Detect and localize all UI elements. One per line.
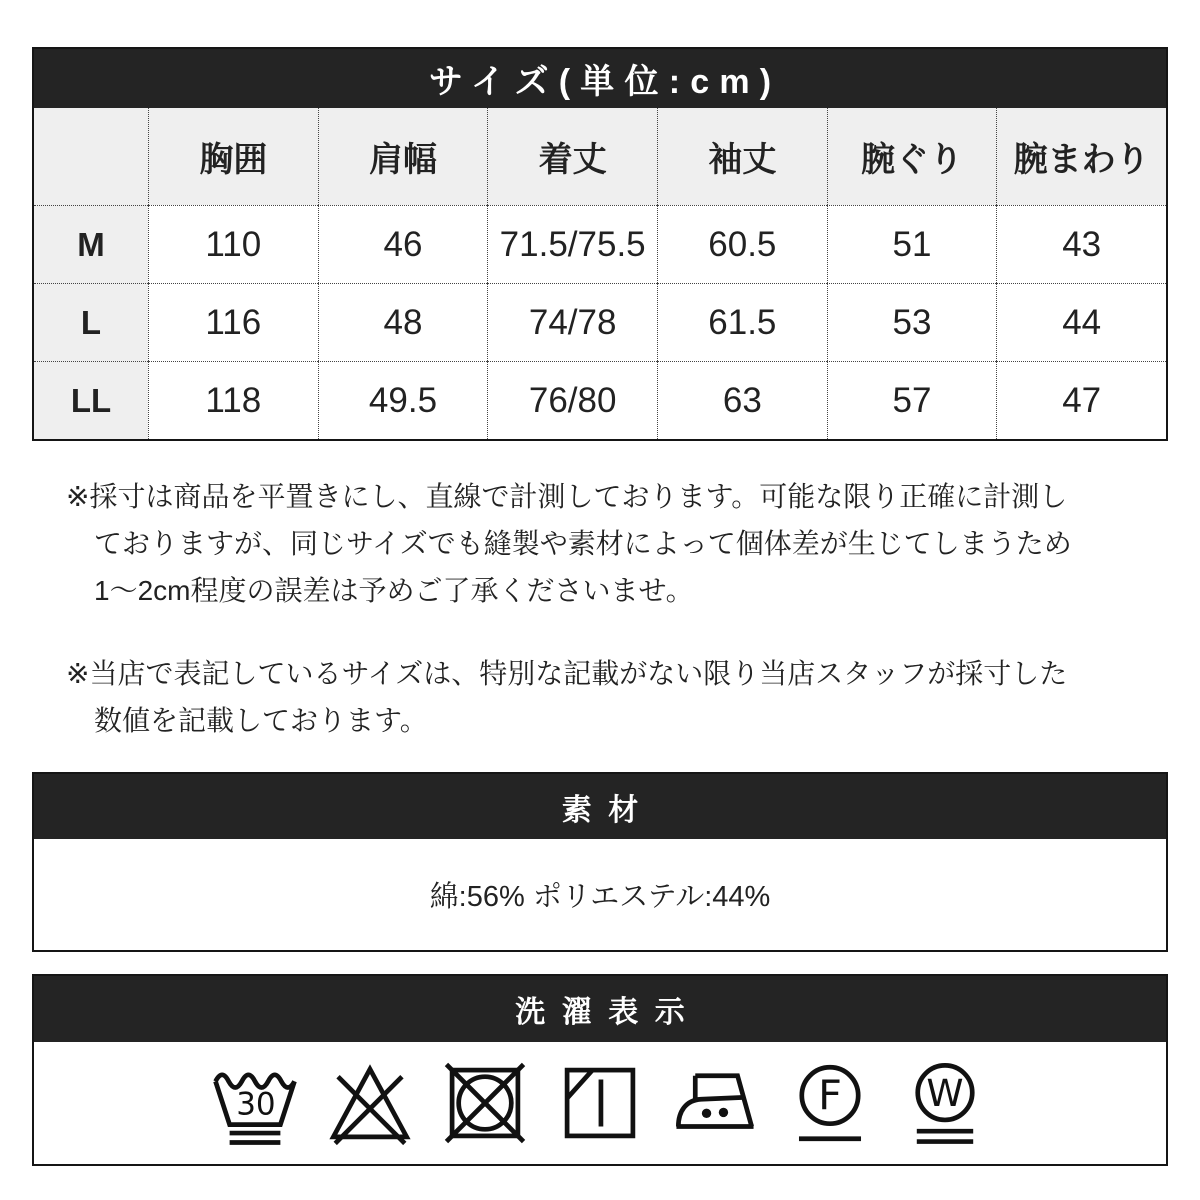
svg-text:30: 30 <box>236 1086 276 1123</box>
value-cell: 46 <box>318 205 488 283</box>
value-cell: 76/80 <box>487 361 657 439</box>
machine-wash-30-gentle-icon <box>208 1056 302 1150</box>
laundry-section <box>32 974 1168 1166</box>
svg-text:F: F <box>818 1071 842 1120</box>
column-header-arm-width: 腕まわり <box>996 108 1166 205</box>
svg-text:W: W <box>926 1070 964 1115</box>
value-cell: 118 <box>148 361 318 439</box>
value-cell: 44 <box>996 283 1166 361</box>
size-table-title-bar <box>34 49 1166 108</box>
value-cell: 43 <box>996 205 1166 283</box>
material-section <box>32 772 1168 952</box>
material-composition: 綿:56% ポリエステル:44% <box>34 839 1166 950</box>
value-cell: 63 <box>657 361 827 439</box>
corner-cell <box>34 108 148 205</box>
dry-clean-f-gentle-icon <box>783 1056 877 1150</box>
iron-medium-icon <box>668 1056 762 1150</box>
column-header-chest: 胸囲 <box>148 108 318 205</box>
line-dry-in-shade-icon <box>553 1056 647 1150</box>
value-cell: 57 <box>827 361 997 439</box>
value-cell: 51 <box>827 205 997 283</box>
do-not-tumble-dry-icon <box>438 1056 532 1150</box>
column-header-armhole: 腕ぐり <box>827 108 997 205</box>
value-cell: 74/78 <box>487 283 657 361</box>
value-cell: 116 <box>148 283 318 361</box>
value-cell: 71.5/75.5 <box>487 205 657 283</box>
size-table-section <box>32 47 1168 441</box>
value-cell: 60.5 <box>657 205 827 283</box>
size-label-m: M <box>34 205 148 283</box>
material-title: 素材 <box>561 793 655 827</box>
value-cell: 53 <box>827 283 997 361</box>
value-cell: 61.5 <box>657 283 827 361</box>
size-table <box>34 108 1166 439</box>
value-cell: 110 <box>148 205 318 283</box>
column-header-shoulder: 肩幅 <box>318 108 488 205</box>
care-symbols-row <box>34 1042 1166 1164</box>
size-label-l: L <box>34 283 148 361</box>
value-cell: 49.5 <box>318 361 488 439</box>
do-not-bleach-icon <box>323 1056 417 1150</box>
laundry-title-bar <box>34 976 1166 1042</box>
staff-measurement-note: ※当店で表記しているサイズは、特別な記載がない限り当店スタッフが採寸した数値を記載しております。 <box>66 658 1068 736</box>
laundry-title: 洗濯表示 <box>515 996 702 1029</box>
material-title-bar <box>34 774 1166 839</box>
column-header-length: 着丈 <box>487 108 657 205</box>
wet-clean-w-very-gentle-icon <box>898 1056 992 1150</box>
value-cell: 47 <box>996 361 1166 439</box>
column-header-sleeve: 袖丈 <box>657 108 827 205</box>
size-table-title: サイズ(単位:cm) <box>428 63 782 101</box>
size-label-ll: LL <box>34 361 148 439</box>
measurement-note: ※採寸は商品を平置きにし、直線で計測しております。可能な限り正確に計測しておりますが、同じサイズでも縫製や素材によって個体差が生じてしまうため1〜2cm程度の誤差は予めご了承くださいませ。 <box>66 481 1072 606</box>
value-cell: 48 <box>318 283 488 361</box>
